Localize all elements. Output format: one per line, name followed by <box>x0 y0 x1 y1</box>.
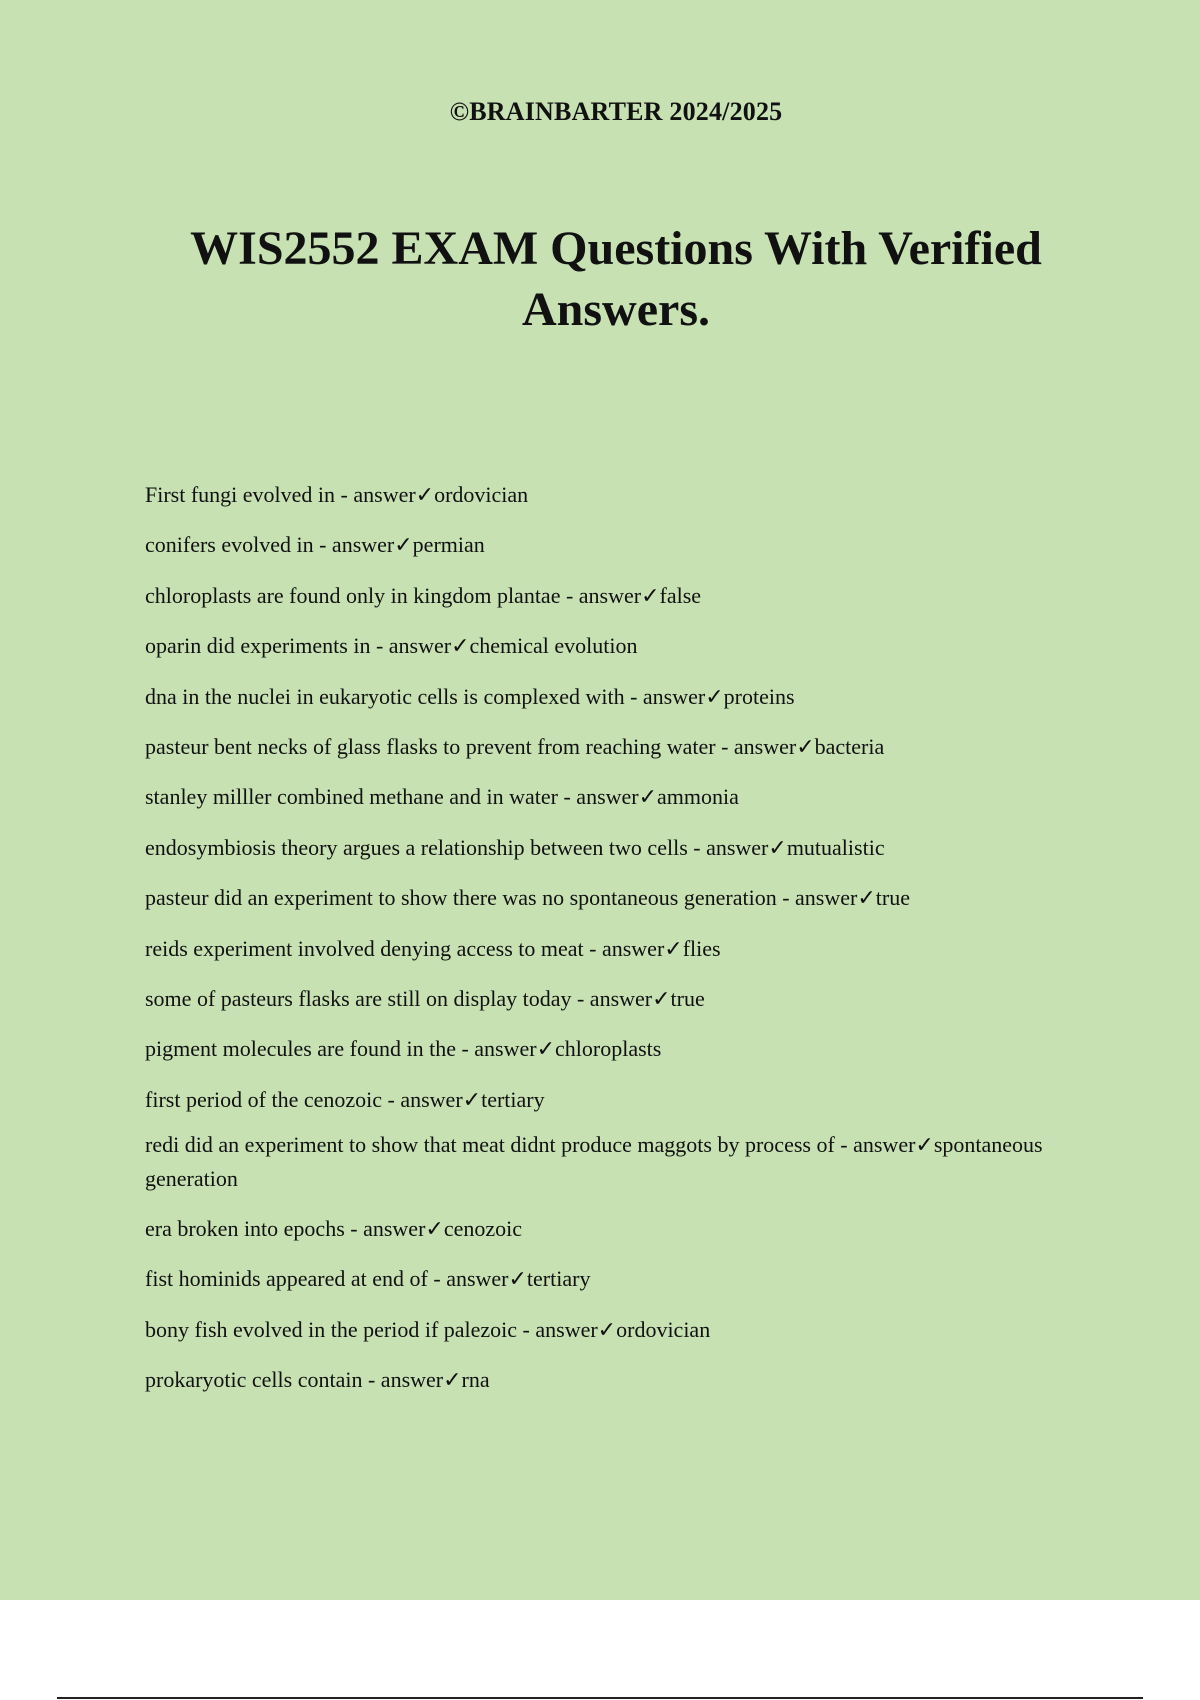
document-title: WIS2552 EXAM Questions With Verified Answers. <box>190 222 1042 336</box>
qa-item-10: reids experiment involved denying access to meat - answer✓flies <box>145 935 721 961</box>
copyright-header: ©BRAINBARTER 2024/2025 <box>449 97 783 126</box>
question-answer-list <box>145 478 1045 1414</box>
qa-item-11: some of pasteurs flasks are still on display today - answer✓true <box>145 985 705 1011</box>
qa-item-1: First fungi evolved in - answer✓ordovician <box>145 482 529 507</box>
qa-item-16: fist hominids appeared at end of - answer✓tertiary <box>145 1266 591 1292</box>
qa-item-14: redi did an experiment to show that meat didnt produce maggots by process of - answer✓spontaneous generation <box>145 1131 1043 1191</box>
qa-item-12: pigment molecules are found in the - answer✓chloroplasts <box>145 1036 662 1062</box>
qa-item-6: pasteur bent necks of glass flasks to prevent from reaching water - answer✓bacteria <box>145 733 885 759</box>
qa-item-18: prokaryotic cells contain - answer✓rna <box>145 1367 490 1393</box>
qa-item-13: first period of the cenozoic - answer✓tertiary <box>145 1086 545 1112</box>
footer-divider <box>57 1697 1143 1699</box>
qa-item-3: chloroplasts are found only in kingdom plantae - answer✓false <box>145 582 702 608</box>
qa-item-17: bony fish evolved in the period if palezoic - answer✓ordovician <box>145 1316 711 1342</box>
qa-item-15: era broken into epochs - answer✓cenozoic <box>145 1216 522 1242</box>
qa-item-8: endosymbiosis theory argues a relationship between two cells - answer✓mutualistic <box>145 834 885 860</box>
qa-item-7: stanley milller combined methane and in water - answer✓ammonia <box>145 784 739 810</box>
qa-item-4: oparin did experiments in - answer✓chemical evolution <box>145 633 638 659</box>
qa-item-2: conifers evolved in - answer✓permian <box>145 532 485 558</box>
qa-item-9: pasteur did an experiment to show there was no spontaneous generation - answer✓true <box>145 885 910 911</box>
qa-item-5: dna in the nuclei in eukaryotic cells is complexed with - answer✓proteins <box>145 683 795 709</box>
